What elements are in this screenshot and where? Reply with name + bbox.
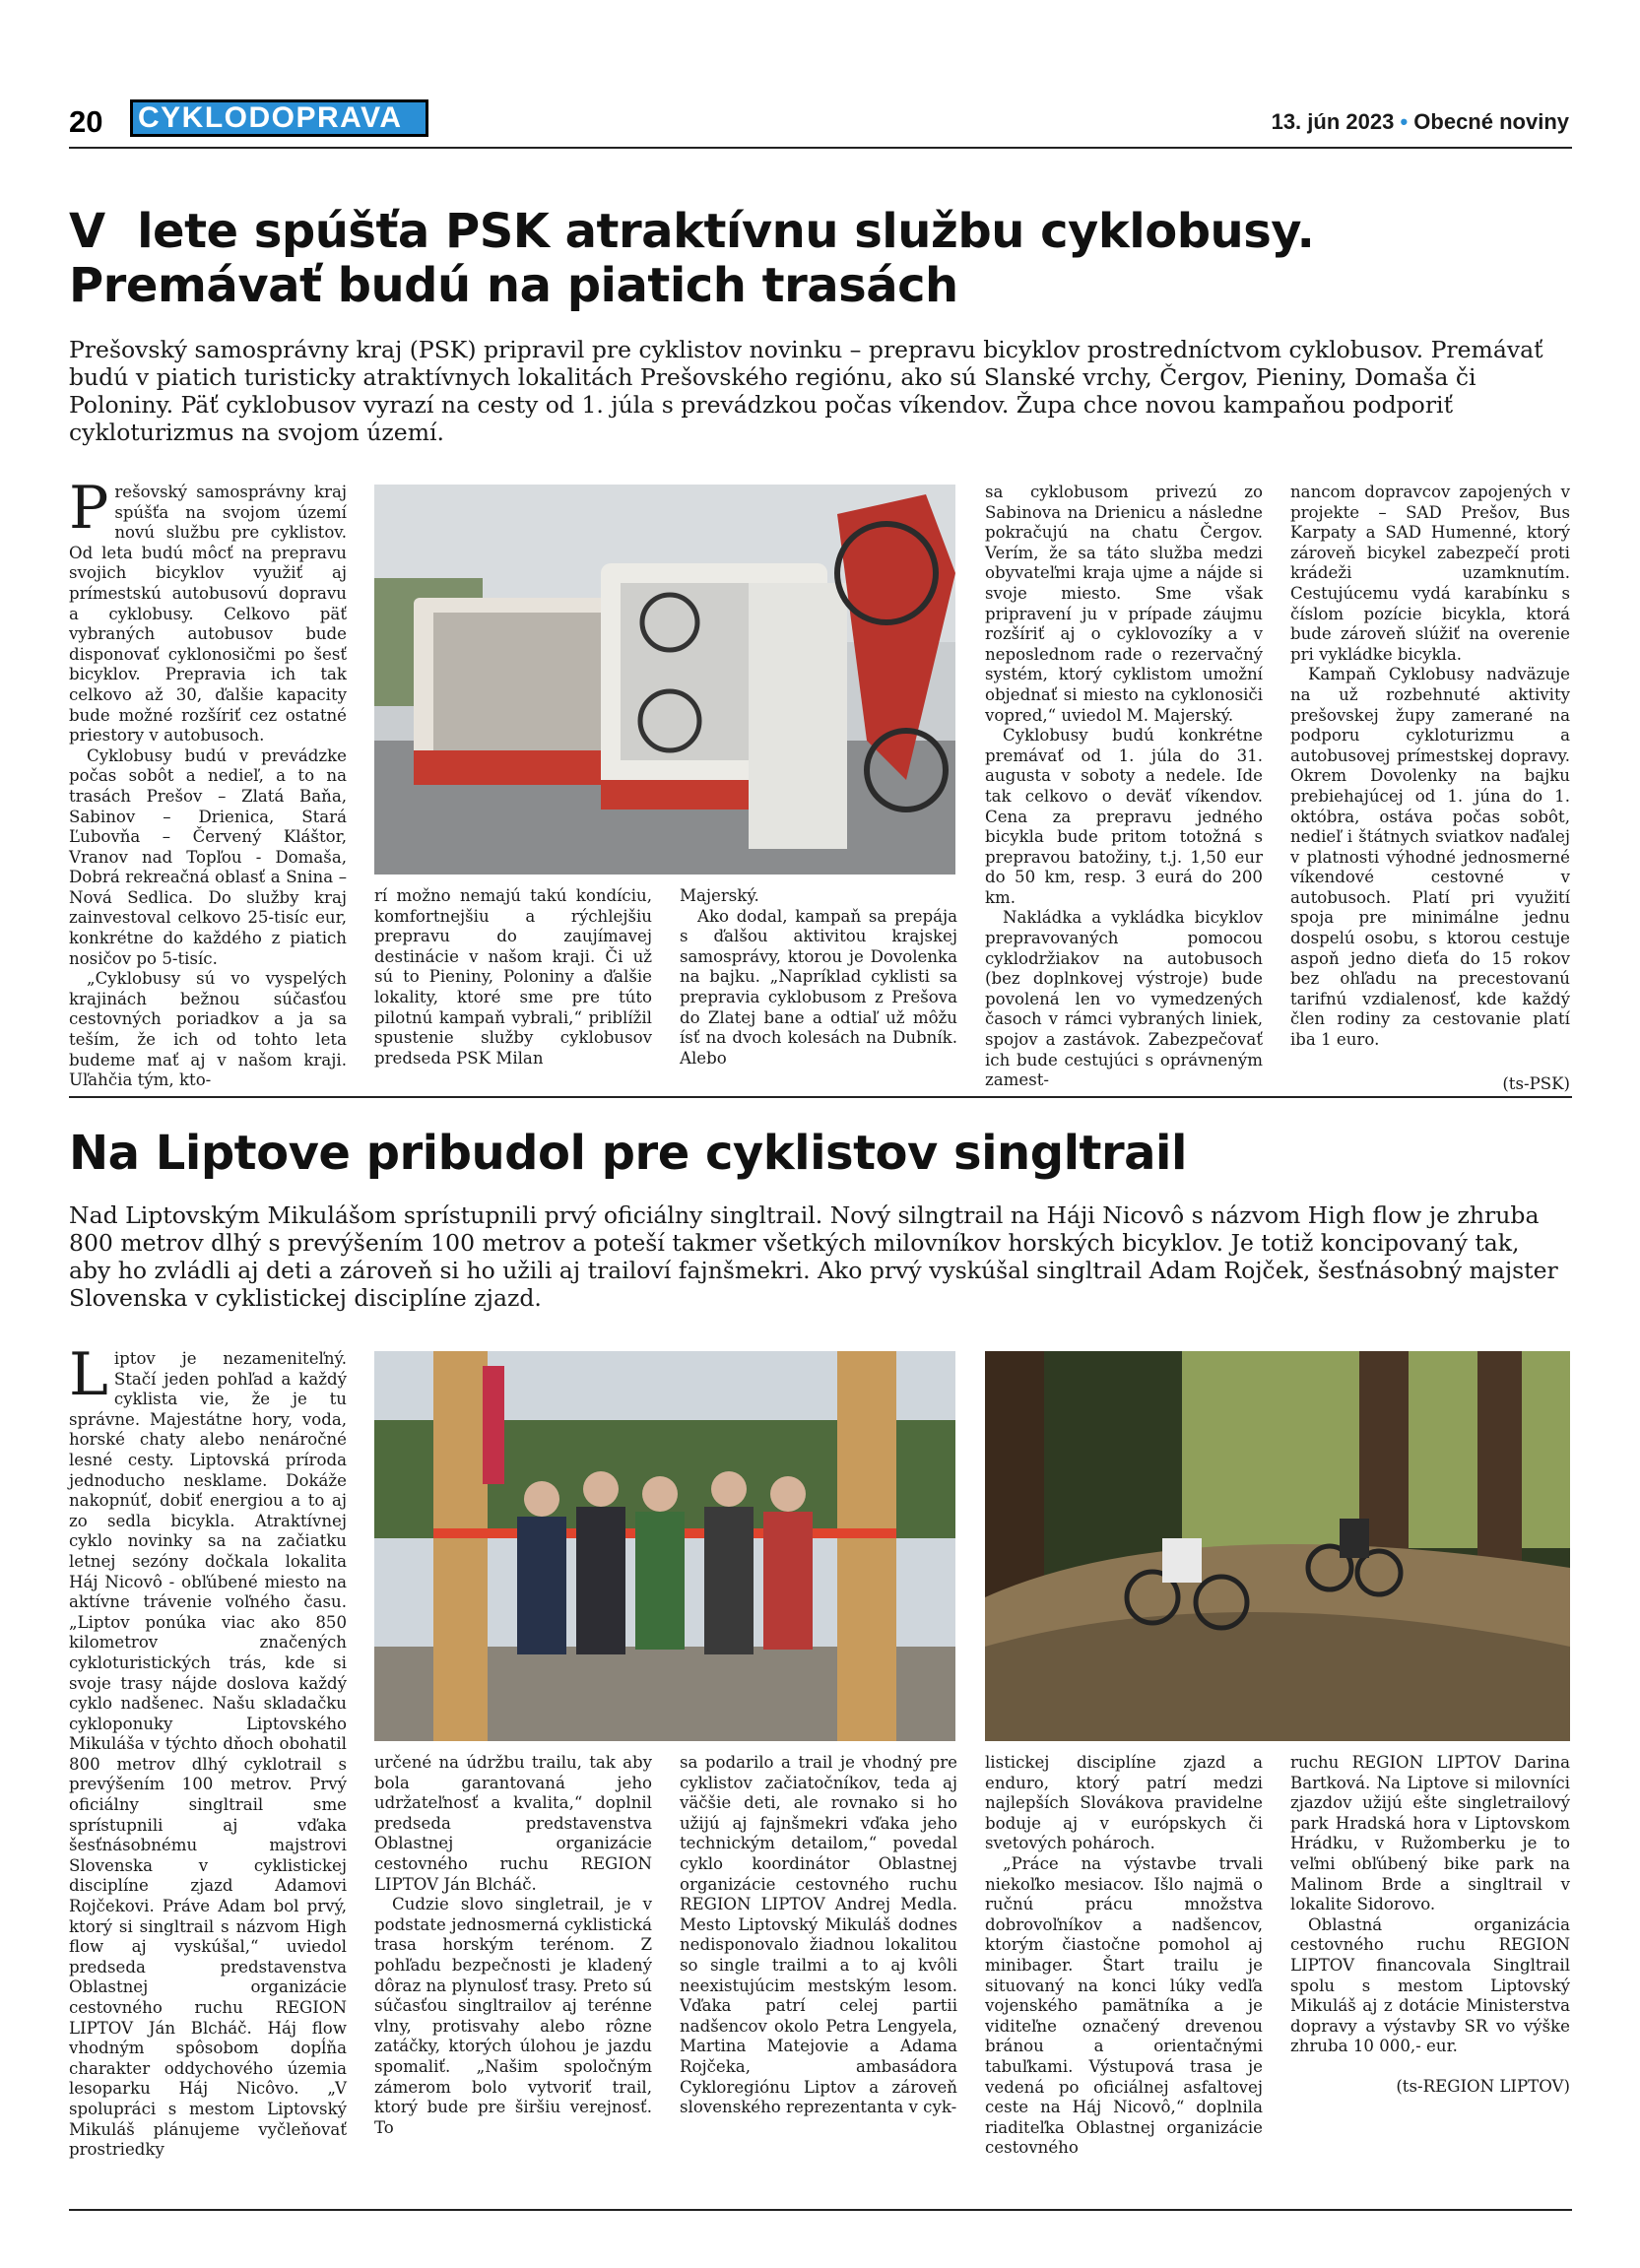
article1-column-5	[1290, 483, 1570, 1094]
article1-col4-p1: nancom dopravcov zapojených v projekte – SAD Prešov, Bus Karpaty a SAD Humenné, ktorý zároveň bicykel zabezpečí proti krádeži uzamknutím. Cestujúcemu vydá karabínku s číslom pozície bicykla, ktorá bude zároveň slúžiť na overenie pri vykládke bicykla.	[1290, 483, 1570, 664]
footer-rule	[69, 2209, 1572, 2211]
article1-title-line2: Premávať budú na piatich trasách	[69, 258, 958, 313]
article2-col4-p2: „Práce na výstavbe trvali niekoľko mesiacov. Išlo najmä o ručnú prácu množstva dobrovoľníkov a nadšencov, ktorým čiastočne pomohol aj minibager. Štart trailu je situovaný na konci lúky vedľa vojenského pamätníka a je viditeľne označený drevenou bránou a orientačnými tabuľkami. Výstupová trasa je vedená po oficiálnej asfaltovej ceste na Háj Nicovô,“ doplnila riaditeľka Oblastnej organizácie cestovného	[985, 1853, 1263, 2158]
publication-name: Obecné noviny	[1413, 109, 1569, 134]
header-rule	[69, 147, 1572, 149]
article2-column-1	[69, 1340, 347, 2161]
separator-dot: •	[1400, 109, 1409, 134]
article1-col4-p2: Kampaň Cyklobusy nadväzuje na už rozbehnuté aktivity prešovskej župy zamerané na podporu cykloturizmu a autobusovej prímestskej dopravy. Okrem Dovolenky na bajku prebiehajúcej od 1. júna do 1. októbra, ostáva počas sobôt, nedieľ i štátnych sviatkov naďalej v platnosti výhodné jednosmerné víkendové cestovné v autobusoch. Platí pri využití spoja pre minimálne jednu dospelú osobu, s ktorou cestuje aspoň jedno dieťa do 15 rokov bez ohľadu na precestovanú tarifnú vzdialenosť, kde každý člen rodiny za cestovanie platí iba 1 euro.	[1290, 665, 1570, 1050]
article2-signature: (ts-REGION LIPTOV)	[1396, 2076, 1570, 2096]
article2-col1-p1: iptov je nezameniteľný. Stačí jeden pohľad a každý cyklista vie, že je tu správne. Majestátne hory, voda, horské chaty alebo nenáročné lesné cesty. Liptovská príroda jednoducho nesklame. Dokáže nakopnúť, dobiť energiou a to aj zo sedla bicykla. Atraktívnej cyklo novinky sa na začiatku letnej sezóny dočkala lokalita Háj Nicovô - obľúbené miesto na aktívne trávenie voľného času. „Liptov ponúka viac ako 850 kilometrov značených cykloturistických trás, kde si svoje trasy nájde doslova každý cyklo nadšenec. Našu skladačku cykloponuky Liptovského Mikuláša v týchto dňoch obohatil 800 metrov dlhý cyklotrail s prevýšením 100 metrov. Prvý oficiálny singltrail sme sprístupnili aj vďaka šesťnásobnému majstrovi Slovenska v cyklistickej disciplíne zjazd Adamovi Rojčekovi. Práve Adam bol prvý, ktorý si singltrail s názvom High flow aj vyskúšal,“ uviedol predseda predstavenstva Oblastnej organizácie cestovného ruchu REGION LIPTOV Ján Blcháč. Háj flow vhodným spôsobom dopĺňa charakter oddychového územia lesoparku Háj Nicôvo. „V spolupráci s mestom Liptovský Mikuláš plánujeme vyčleňovať prostriedky	[69, 1349, 347, 2160]
article2-col2-p1: určené na údržbu trailu, tak aby bola garantovaná jeho udržateľnosť a kvalita,“ doplnil predseda predstavenstva Oblastnej organizácie cestovného ruchu REGION LIPTOV Ján Blcháč.	[374, 1753, 652, 1894]
article1-lead: Prešovský samosprávny kraj (PSK) pripravil pre cyklistov novinku – prepravu bicyklov prostredníctvom cyklobusov. Premávať budú v piatich turisticky atraktívnych lokalitách Prešovského regiónu, ako sú Slanské vrchy, Čergov, Pieniny, Domaša či Poloniny. Päť cyklobusov vyrazí na cesty od 1. júla s prevádzkou počas víkendov. Župa chce novou kampaňou podporiť cykloturizmus na svojom území.	[69, 336, 1543, 446]
article2-title: Na Liptove pribudol pre cyklistov singltrail	[69, 1126, 1187, 1181]
article1-col3-p2: Ako dodal, kampaň sa prepája s ďalšou aktivitou krajskej samosprávy, ktorou je Dovolenka na bajku. „Napríklad cyklisti sa prepravia cyklobusom z Prešova do Zlatej bane a odtiaľ už môžu ísť na dvoch kolesách na Dubník. Alebo	[680, 906, 957, 1068]
bus-bike-rack-photo	[374, 485, 955, 875]
article1-column-4	[985, 483, 1263, 1091]
article1-col3-p1: Majerský.	[680, 886, 759, 905]
article1-title	[69, 205, 1566, 313]
issue-date-line	[1272, 109, 1569, 135]
trail-riders-photo	[985, 1351, 1570, 1741]
article1-col1-p1: rešovský samosprávny kraj spúšťa na svojom území novú službu pre cyklistov. Od leta budú môcť na prepravu svojich bicyklov využiť aj prímestskú autobusovú dopravu a cyklobusy. Celkovo päť vybraných autobusov bude disponovať cyklonosičmi po šesť bicyklov. Prepravia ich tak celkovo až 30, ďalšie kapacity bude možné rozšíriť cez ostatné priestory v autobusoch.	[69, 483, 347, 745]
article2-column-5	[1290, 1753, 1570, 2098]
article1-column-1	[69, 474, 347, 1091]
section-label: CYKLODOPRAVA	[130, 99, 428, 137]
article1-col3-top: sa cyklobusom privezú zo Sabinova na Drienicu a následne pokračujú na chatu Čergov. Verím, že sa táto služba medzi obyvateľmi kraja ujme a nájde si svoje miesto. Sme však pripravení ju v prípade záujmu rozšíriť aj o cyklovozíky a v neposlednom rade o rezervačný systém, ktorý cyklistom umožní objednať si miesto na cyklonosiči vopred,“ uviedol M. Majerský.	[985, 483, 1263, 725]
article2-col2-p2: Cudzie slovo singletrail, je v podstate jednosmerná cyklistická trasa horským terénom. Z pohľadu bezpečnosti je kladený dôraz na plynulosť trasy. Preto sú súčasťou singltrailov aj terénne vlny, protisvahy alebo rôzne zatáčky, ktorých úlohou je jazdu spomaliť. „Našim spoločným zámerom bolo vytvoriť trail, ktorý bude pre širšiu verejnosť. To	[374, 1895, 652, 2137]
article1-column-3-bottom	[680, 886, 957, 1069]
article1-col2-p1: rí možno nemajú takú kondíciu, komfortnejšiu a rýchlejšiu prepravu do zaujímavej destinácie v našom kraji. Či už sú to Pieniny, Poloniny a ďalšie lokality, ktoré sme pre túto pilotnú kampaň vybrali,“ priblížil spustenie služby cyklobusov predseda PSK Milan	[374, 886, 652, 1068]
article2-col5-p1: ruchu REGION LIPTOV Darina Bartková. Na Liptove si milovníci zjazdov užijú ešte singletrailový park Hradská hora v Liptovskom Hrádku, v Ružomberku je to veľmi obľúbený bike park na Malinom Brde a singltrail v lokalite Sidorovo.	[1290, 1753, 1570, 1914]
article1-col3-p5: Nakládka a vykládka bicyklov prepravovaných pomocou cyklodržiakov na autobusoch (bez doplnkovej výstroje) bude povolená len vo vymedzených časoch v rámci vybraných liniek, spojov a zastávok. Zabezpečovať ich bude cestujúci s oprávneným zamest-	[985, 908, 1263, 1090]
article2-col3-p1: sa podarilo a trail je vhodný pre cyklistov začiatočníkov, teda aj väčšie deti, ale rovnako si ho užijú aj fajnšmekri vďaka jeho technickým detailom,“ povedal cyklo koordinátor Oblastnej organizácie cestovného ruchu REGION LIPTOV Andrej Medla. Mesto Liptovský Mikuláš dodnes nedisponovalo žiadnou lokalitou so single trailmi a to aj kvôli neexistujúcim mestským lesom. Vďaka patrí celej partii nadšencov okolo Petra Lengyela, Martina Matejovie a Adama Rojčeka, ambasádora Cykloregiónu Liptov a zároveň slovenského reprezentanta v cyk-	[680, 1753, 957, 2117]
issue-date: 13. jún 2023	[1271, 109, 1395, 134]
article2-column-3	[680, 1753, 957, 2118]
article2-col4-p1: listickej disciplíne zjazd a enduro, ktorý patrí medzi najlepších Slovákova pravidelne boduje aj v európskych či svetových pohároch.	[985, 1753, 1263, 1853]
article1-signature: (ts-PSK)	[1502, 1073, 1570, 1093]
page-number: 20	[69, 104, 103, 139]
article1-title-line1: V lete spúšťa PSK atraktívnu službu cyklobusy.	[69, 204, 1315, 259]
article2-column-2	[374, 1753, 652, 2138]
article1-col1-p2: Cyklobusy budú v prevádzke počas sobôt a nedieľ, a to na trasách Prešov – Zlatá Baňa, Sabinov – Drienica, Stará Ľubovňa – Červený Kláštor, Vranov nad Topľou - Domaša, Dobrá rekreačná oblasť a Snina – Nová Sedlica. Do služby kraj zainvestoval celkovo 25-tisíc eur, konkrétne do každého z piatich nosičov po 5-tisíc.	[69, 745, 347, 968]
article1-column-2	[374, 886, 652, 1069]
article-divider	[69, 1096, 1572, 1098]
article2-col5-p2: Oblastná organizácia cestovného ruchu REGION LIPTOV financovala Singltrail spolu s mestom Liptovský Mikuláš aj z dotácie Ministerstva dopravy a výstavby SR vo výške zhruba 10 000,- eur.	[1290, 1914, 1570, 2056]
drop-cap: P	[69, 474, 109, 543]
article1-col1-p3: „Cyklobusy sú vo vyspelých krajinách bežnou súčasťou cestovných poriadkov a ja sa teším, že ich od tohto leta budeme mať aj v našom kraji. Uľahčia tým, kto-	[69, 969, 347, 1090]
article1-col3-p4: Cyklobusy budú konkrétne premávať od 1. júla do 31. augusta v soboty a nedele. Ide tak celkovo o deväť víkendov. Cena za prepravu jedného bicykla bude pritom totožná s prepravou batožiny, t.j. 1,50 eur do 50 km, resp. 3 eurá do 200 km.	[985, 726, 1263, 907]
drop-cap: L	[69, 1340, 108, 1409]
ribbon-cutting-photo	[374, 1351, 955, 1741]
article2-lead: Nad Liptovským Mikulášom sprístupnili prvý oficiálny singltrail. Nový silngtrail na Háji Nicovô s názvom High flow je zhruba 800 metrov dlhý s prevýšením 100 metrov a poteší takmer všetkých milovníkov horských bicyklov. Je totiž koncipovaný tak, aby ho zvládli aj deti a zároveň si ho užili aj trailoví fajnšmekri. Ako prvý vyskúšal singltrail Adam Rojček, šesťnásobný majster Slovenska v cyklistickej disciplíne zjazd.	[69, 1201, 1558, 1312]
article2-column-4	[985, 1753, 1263, 2159]
